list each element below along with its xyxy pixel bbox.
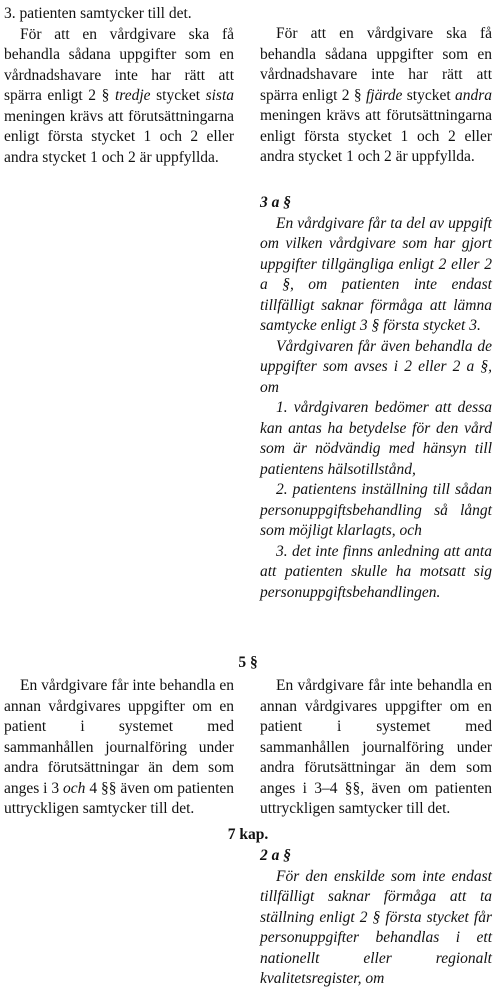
section-5-heading: 5 § (238, 654, 258, 671)
paragraph-top-left: För att en vårdgivare ska få behandla sådana uppgifter som en vårdnadshavare inte har rätt att spärra enligt 2 § tredje stycket sista meningen krävs att förutsättningarna enligt första stycket 1 och 2 eller andra stycket 1 och 2 är uppfyllda. (4, 25, 235, 166)
section-3a (260, 193, 492, 603)
section-5-right-paragraph: En vårdgivare får inte behandla en annan vårdgivares uppgifter om en patient i systemet med sammanhållen journalföring under andra förutsättningar än dem som anges i 3–4 §§, även om patienten uttryckligen samtycker till det. (260, 677, 492, 817)
chapter-7-section-2a (260, 846, 492, 990)
top-right-column (260, 24, 492, 168)
section-3a-item-3: 3. det inte finns anledning att anta att patienten skulle ha motsatt sig personuppgiftsbehandlingen. (260, 542, 492, 601)
section-5-left-paragraph: En vårdgivare får inte behandla en annan vårdgivares uppgifter om en patient i systemet med sammanhållen journalföring under andra förutsättningar än dem som anges i 3 och 4 §§ även om patienten uttryckligen samtycker till det. (4, 677, 234, 817)
chapter-7-heading: 7 kap. (227, 826, 269, 843)
top-left-column (4, 4, 234, 168)
section-3a-paragraph-2: Vårdgivaren får även behandla de uppgifter som avses i 2 eller 2 a §, om (260, 337, 492, 396)
paragraph-top-right: För att en vårdgivare ska få behandla sådana uppgifter som en vårdnadshavare inte har rätt att spärra enligt 2 § fjärde stycket andra meningen krävs att förutsättningarna enligt första stycket 1 och 2 eller andra stycket 1 och 2 är uppfyllda. (260, 25, 493, 165)
section-5-left (4, 676, 234, 820)
list-item-3: 3. patienten samtycker till det. (4, 5, 192, 22)
section-3a-item-2: 2. patientens inställning till sådan personuppgiftsbehandling så långt som möjligt klarlagts, och (260, 481, 492, 539)
section-2a-heading: 2 a § (260, 847, 291, 864)
section-5-right (260, 676, 492, 820)
section-3a-item-1: 1. vårdgivaren bedömer att dessa kan antas ha betydelse för den vård som är nödvändig med hänsyn till patientens hälsotillstånd, (260, 399, 492, 478)
section-3a-paragraph-1: En vårdgivare får ta del av uppgift om vilken vårdgivare som har gjort uppgifter tillgängliga enligt 2 eller 2 a §, om patienten inte endast tillfälligt saknar förmåga att lämna samtycke enligt 3 § första stycket 3. (260, 214, 492, 334)
section-3a-heading: 3 a § (260, 194, 291, 211)
section-2a-paragraph: För den enskilde som inte endast tillfälligt saknar förmåga att ta ställning enligt 2 § första stycket får personuppgifter behandlas i ett nationellt eller regionalt kvalitetsregister, om (260, 867, 492, 987)
